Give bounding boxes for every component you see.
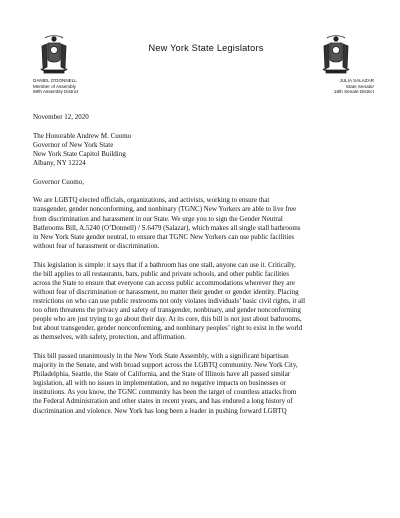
new-york-state-seal-icon xyxy=(321,34,351,76)
right-signer-district: 18th Senate District xyxy=(333,89,374,95)
paragraph-line: across the State to ensure that everyone can access public accommodations wherever they are xyxy=(33,278,295,287)
paragraph-line: from discrimination and harassment in our State. We urge you to sign the Gender Neutral xyxy=(33,214,283,223)
letterhead-title: New York State Legislators xyxy=(148,43,264,53)
paragraph-2 xyxy=(33,261,373,343)
paragraph-line: in New York State gender neutral, to ensure that TGNC New Yorkers can use public facilities xyxy=(33,232,295,241)
paragraph-line: people who are just trying to go about their day. At its core, this bill is not just about bathrooms, xyxy=(33,315,302,324)
left-signer-district: 69th Assembly District xyxy=(33,89,79,95)
paragraph-line: This legislation is simple: it says that if a bathroom has one stall, anyone can use it. Critically, xyxy=(33,260,296,269)
paragraph-line: institutions. As you know, the TGNC community has been the target of countless attacks from xyxy=(33,388,297,397)
paragraph-line: without fear of harassment or discrimination. xyxy=(33,241,160,250)
paragraph-line: legislation, all with no issues in implementation, and no negative impacts on businesses or xyxy=(33,379,286,388)
paragraph-line: majority in the Senate, and with broad support across the LGBTQ community. New York City, xyxy=(33,361,298,370)
right-signer-name: JULIA SALAZAR xyxy=(339,78,374,83)
paragraph-line: This bill passed unanimously in the New York State Assembly, with a significant bipartisan xyxy=(33,351,289,360)
letter-date: November 12, 2020 xyxy=(33,113,89,121)
paragraph-3 xyxy=(33,352,373,416)
paragraph-line: transgender, gender nonconforming, and nonbinary (TGNC) New Yorkers are able to live free xyxy=(33,205,297,214)
left-signer-role: Member of Assembly xyxy=(33,83,76,89)
salutation: Governor Cuomo, xyxy=(33,177,84,186)
recipient-address xyxy=(33,132,373,168)
right-signer-role: State Senator xyxy=(345,83,374,89)
paragraph-line: the bill applies to all restaurants, bars, public and private schools, and other public facilities xyxy=(33,269,290,278)
right-signer-block xyxy=(300,78,374,95)
paragraph-line: the Federal Administration and other states in recent years, and has endured a long history of xyxy=(33,397,293,406)
paragraph-line: without fear of discrimination or harassment, no matter their gender or gender identity. Placing xyxy=(33,287,299,296)
address-line: Albany, NY 12224 xyxy=(33,158,86,167)
left-signer-block xyxy=(33,78,103,95)
letter-body xyxy=(33,113,373,425)
paragraph-line: as themselves, with safety, protection, and affirmation. xyxy=(33,333,186,342)
paragraph-line: too often threatens the privacy and safety of transgender, nonbinary, and gender nonconforming xyxy=(33,305,301,314)
left-signer-name: DANIEL O'DONNELL xyxy=(33,78,77,83)
paragraph-1 xyxy=(33,196,373,251)
address-line: New York State Capitol Building xyxy=(33,149,126,158)
paragraph-line: discrimination and violence. New York has long been a leader in pushing forward LGBTQ xyxy=(33,406,287,415)
paragraph-line: but about transgender, gender nonconforming, and nonbinary peoples’ right to exist in the world xyxy=(33,324,303,333)
address-line: The Honorable Andrew M. Cuomo xyxy=(33,131,132,140)
paragraph-line: restrictions on who can use public restrooms not only violates individuals’ basic civil rights, it all xyxy=(33,296,306,305)
paragraph-line: Bathrooms Bill, A.5240 (O’Donnell) / S.6479 (Salazar), which makes all single stall bathrooms xyxy=(33,223,301,232)
paragraph-line: Philadelphia, Seattle, the State of California, and the State of Illinois have all passed similar xyxy=(33,370,291,379)
address-line: Governor of New York State xyxy=(33,140,114,149)
new-york-state-seal-icon xyxy=(39,34,69,76)
paragraph-line: We are LGBTQ elected officials, organizations, and activists, working to ensure that xyxy=(33,196,270,205)
